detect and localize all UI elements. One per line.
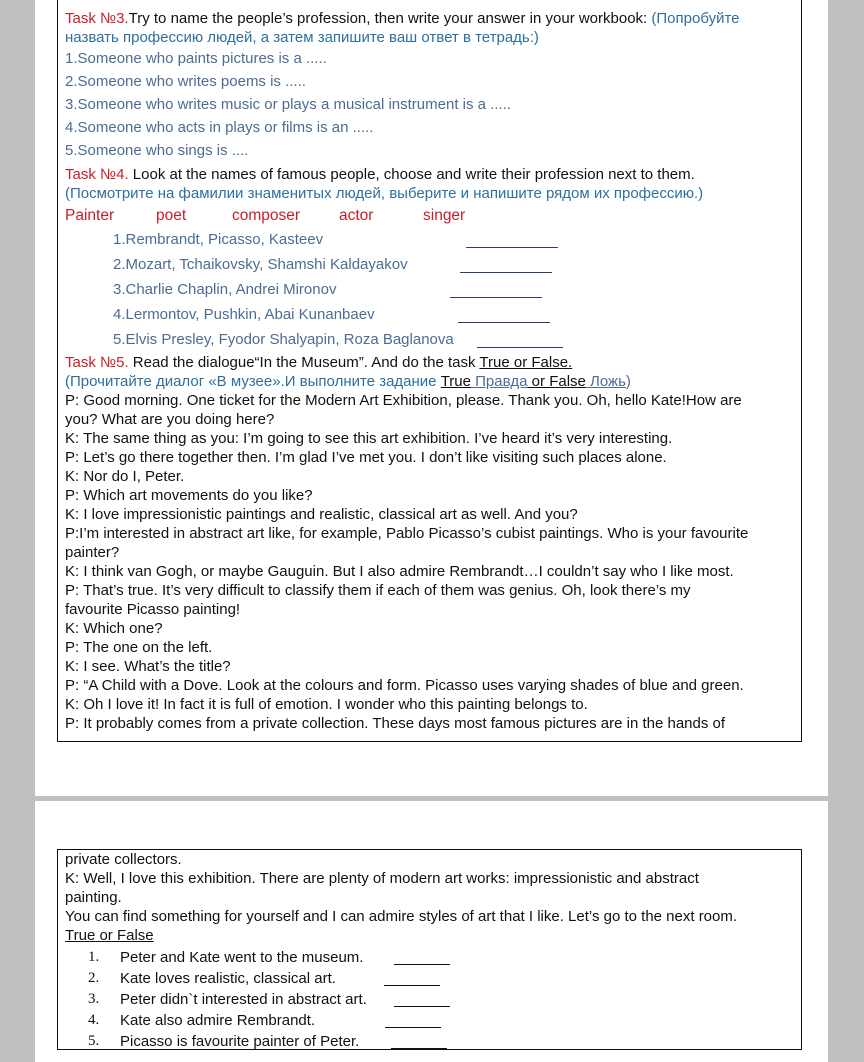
dialogue-line: painter? — [65, 544, 120, 561]
task3-translation: назвать профессию людей, а затем запишите ваш ответ в тетрадь:) — [65, 29, 539, 46]
answer-blank[interactable] — [450, 283, 542, 298]
dialogue-line: K: Oh I love it! In fact it is full of emotion. I wonder who this painting belongs to. — [65, 696, 588, 713]
worksheet-box — [57, 0, 802, 742]
task5-translation-end: ) — [625, 373, 631, 390]
tf-text: Peter didn`t interested in abstract art. — [120, 991, 367, 1008]
dialogue-part-2 — [65, 850, 795, 926]
dialogue-line: K: I think van Gogh, or maybe Gauguin. But I also admire Rembrandt…I couldn’t say who I like most. — [65, 563, 734, 580]
task5-label: Task №5. — [65, 354, 129, 371]
tf-text: Peter and Kate went to the museum. — [120, 949, 364, 966]
famous-names-item: 4.Lermontov, Pushkin, Abai Kunanbaev — [113, 306, 375, 323]
task3-label: Task №3. — [65, 10, 129, 27]
profession-option: Painter — [65, 206, 115, 224]
tf-number: 3. — [88, 991, 100, 1007]
profession-option: singer — [423, 206, 466, 224]
dialogue-line: P: Which art movements do you like? — [65, 487, 313, 504]
tf-number: 4. — [88, 1012, 100, 1028]
tf-false-ru-label: Ложь — [585, 373, 626, 390]
dialogue-line: painting. — [65, 889, 122, 906]
task3-item: 5.Someone who sings is .... — [65, 142, 249, 159]
famous-names-item: 1.Rembrandt, Picasso, Kasteev — [113, 231, 324, 248]
dialogue-line: P: The one on the left. — [65, 639, 213, 656]
tf-text: Kate loves realistic, classical art. — [120, 970, 336, 987]
answer-blank[interactable] — [458, 308, 550, 323]
tf-number: 2. — [88, 970, 100, 986]
task5-header — [65, 353, 795, 372]
tf-number: 5. — [88, 1033, 100, 1049]
tf-false-label: or False — [527, 373, 586, 390]
tf-true-label: True — [440, 373, 471, 390]
answer-blank[interactable] — [466, 233, 558, 248]
task4-instruction: Look at the names of famous people, choose and write their profession next to them. — [128, 166, 695, 183]
task5-translation-text: (Прочитайте диалог «В музее».И выполните задание — [65, 373, 441, 390]
dialogue-line: P: “A Child with a Dove. Look at the colours and form. Picasso uses varying shades of blue and green. — [65, 677, 744, 694]
profession-option: actor — [339, 206, 374, 224]
task4-header — [65, 165, 795, 184]
task3-header — [65, 9, 795, 28]
dialogue-line: K: I love impressionistic paintings and realistic, classical art as well. And you? — [65, 506, 578, 523]
task3-translation-start: (Попробуйте — [651, 10, 740, 27]
famous-names-item: 5.Elvis Presley, Fyodor Shalyapin, Roza Baglanova — [113, 331, 454, 348]
dialogue-line: P: It probably comes from a private collection. These days most famous pictures are in the hands of — [65, 715, 726, 732]
famous-names-item: 3.Charlie Chaplin, Andrei Mironov — [113, 281, 337, 298]
task5-true-or-false: True or False. — [479, 354, 573, 371]
task3-item: 2.Someone who writes poems is ..... — [65, 73, 306, 90]
dialogue-line: K: Which one? — [65, 620, 163, 637]
dialogue-line: You can find something for yourself and I can admire styles of art that I like. Let’s go to the next room. — [65, 908, 738, 925]
dialogue-line: P:I’m interested in abstract art like, for example, Pablo Picasso’s cubist paintings. Who is your favourite — [65, 525, 749, 542]
task5-instruction: Read the dialogue“In the Museum”. And do the task — [128, 354, 480, 371]
tf-true-ru-label: Правда — [470, 373, 528, 390]
dialogue-line: P: Let’s go there together then. I’m glad I’ve met you. I don’t like visiting such places alone. — [65, 449, 667, 466]
task4-translation: (Посмотрите на фамилии знаменитых людей, выберите и напишите рядом их профессию.) — [65, 185, 704, 202]
tf-text: Kate also admire Rembrandt. — [120, 1012, 316, 1029]
dialogue-line: P: Good morning. One ticket for the Modern Art Exhibition, please. Thank you. Oh, hello Kate!How are — [65, 392, 742, 409]
dialogue-line: private collectors. — [65, 851, 182, 868]
task4-label: Task №4. — [65, 166, 129, 183]
tf-answer-blank[interactable] — [394, 992, 450, 1007]
famous-names-item: 2.Mozart, Tchaikovsky, Shamshi Kaldayakov — [113, 256, 408, 273]
dialogue-part-1 — [65, 391, 795, 733]
dialogue-line: P: That’s true. It’s very difficult to classify them if each of them was genius. Oh, look there’s my — [65, 582, 691, 599]
dialogue-line: K: Well, I love this exhibition. There are plenty of modern art works: impressionistic and abstract — [65, 870, 699, 887]
famous-names-list — [65, 228, 795, 353]
dialogue-line: K: Nor do I, Peter. — [65, 468, 185, 485]
document-page-2 — [35, 801, 828, 1062]
profession-options — [65, 203, 795, 228]
task3-instruction: Try to name the people’s profession, then write your answer in your workbook: — [128, 10, 652, 27]
task3-item: 3.Someone who writes music or plays a musical instrument is a ..... — [65, 96, 512, 113]
dialogue-line: you? What are you doing here? — [65, 411, 275, 428]
dialogue-line: favourite Picasso painting! — [65, 601, 241, 618]
true-false-heading: True or False — [65, 927, 154, 944]
profession-option: poet — [156, 206, 187, 224]
tf-number: 1. — [88, 949, 100, 965]
tf-answer-blank[interactable] — [385, 1013, 441, 1028]
worksheet-box-continued — [57, 849, 802, 1050]
task3-item: 4.Someone who acts in plays or films is an ..... — [65, 119, 374, 136]
profession-option: composer — [232, 206, 301, 224]
task3-item: 1.Someone who paints pictures is a ..... — [65, 50, 327, 67]
tf-answer-blank[interactable] — [384, 971, 440, 986]
tf-answer-blank[interactable] — [394, 950, 450, 965]
dialogue-line: K: The same thing as you: I’m going to see this art exhibition. I’ve heard it’s very interesting. — [65, 430, 673, 447]
task5-translation — [65, 372, 795, 391]
answer-blank[interactable] — [477, 333, 563, 348]
dialogue-line: K: I see. What’s the title? — [65, 658, 231, 675]
tf-answer-blank[interactable] — [391, 1034, 447, 1049]
answer-blank[interactable] — [460, 258, 552, 273]
tf-text: Picasso is favourite painter of Peter. — [120, 1033, 360, 1050]
document-page-1 — [35, 0, 828, 796]
